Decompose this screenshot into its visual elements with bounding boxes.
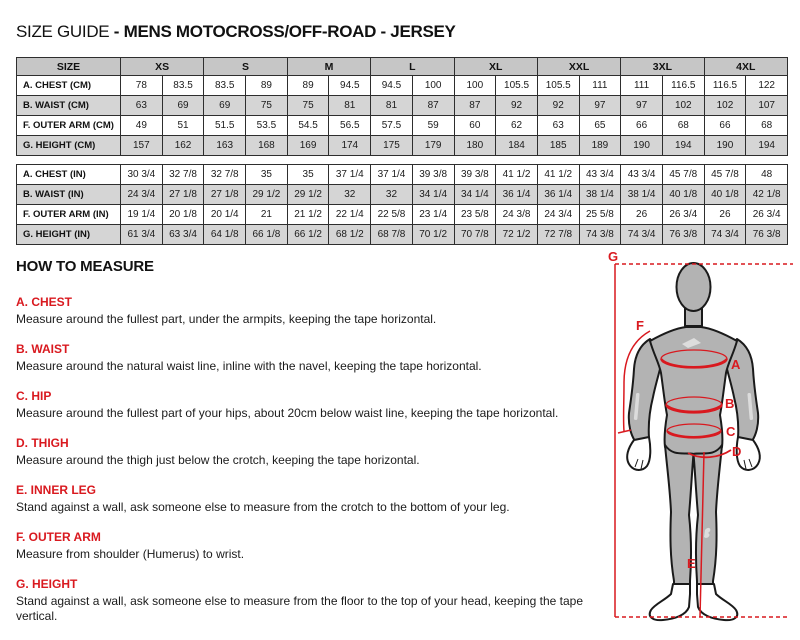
table-header-row [17,58,788,76]
table-cell: 94.5 [371,76,413,96]
letter-f: F [636,318,644,333]
size-header-l: L [371,58,454,76]
table-cell: 32 7/8 [204,165,246,185]
table-cell: 87 [454,96,496,116]
row-label: F. OUTER ARM (IN) [17,205,121,225]
head [677,263,711,311]
table-cell: 24 3/4 [537,205,579,225]
measure-section-label: D. THIGH [16,436,69,450]
table-cell: 51 [162,116,204,136]
letter-a: A [731,357,741,372]
table-cell: 102 [704,96,746,116]
size-header-xxl: XXL [537,58,620,76]
table-cell: 43 3/4 [579,165,621,185]
table-cell: 56.5 [329,116,371,136]
table-cell: 68 [662,116,704,136]
table-cell: 111 [579,76,621,96]
letter-g: G [608,249,619,264]
table-cell: 78 [121,76,163,96]
page-title [16,22,456,42]
table-cell: 23 1/4 [412,205,454,225]
table-cell: 65 [579,116,621,136]
table-cell: 66 [704,116,746,136]
table-cell: 26 [621,205,663,225]
table-cell: 116.5 [662,76,704,96]
table-cell: 34 1/4 [454,185,496,205]
table-cell: 54.5 [287,116,329,136]
table-cell: 62 [496,116,538,136]
table-cell: 51.5 [204,116,246,136]
table-cell: 89 [246,76,288,96]
table-cell: 29 1/2 [246,185,288,205]
table-cell: 25 5/8 [579,205,621,225]
table-cell: 53.5 [246,116,288,136]
table-cell: 76 3/8 [746,225,788,245]
table-cell: 105.5 [496,76,538,96]
measure-section-text: Measure around the natural waist line, inline with the navel, keeping the tape horizontal. [16,359,482,373]
table-cell: 75 [287,96,329,116]
table-cell: 30 3/4 [121,165,163,185]
size-table-cm [16,57,788,156]
table-cell: 21 1/2 [287,205,329,225]
table-cell: 66 1/8 [246,225,288,245]
table-cell: 190 [621,136,663,156]
table-cell: 32 7/8 [162,165,204,185]
table-cell: 36 1/4 [537,185,579,205]
letter-d: D [732,444,742,459]
measure-section-a [16,295,612,327]
table-cell: 70 1/2 [412,225,454,245]
table-cell: 194 [662,136,704,156]
table-cell: 48 [746,165,788,185]
size-column-header: SIZE [17,58,121,76]
table-cell: 157 [121,136,163,156]
table-cell: 41 1/2 [537,165,579,185]
table-cell: 41 1/2 [496,165,538,185]
table-cell: 75 [246,96,288,116]
table-row [17,116,788,136]
table-cell: 74 3/4 [621,225,663,245]
measure-section-text: Measure around the thigh just below the crotch, keeping the tape horizontal. [16,453,420,467]
table-cell: 35 [246,165,288,185]
table-cell: 168 [246,136,288,156]
measure-section-e [16,483,612,515]
table-cell: 97 [579,96,621,116]
size-header-m: M [287,58,370,76]
table-cell: 59 [412,116,454,136]
table-cell: 66 [621,116,663,136]
row-label: A. CHEST (IN) [17,165,121,185]
table-cell: 26 3/4 [746,205,788,225]
table-cell: 66 1/2 [287,225,329,245]
table-row [17,205,788,225]
how-to-measure-heading: HOW TO MEASURE [16,258,154,275]
table-cell: 32 [371,185,413,205]
measure-section-text: Stand against a wall, ask someone else to measure from the crotch to the bottom of your leg. [16,500,510,514]
table-cell: 42 1/8 [746,185,788,205]
measure-section-d [16,436,612,468]
table-cell: 100 [454,76,496,96]
table-row [17,96,788,116]
table-cell: 105.5 [537,76,579,96]
measure-section-label: E. INNER LEG [16,483,97,497]
table-cell: 32 [329,185,371,205]
table-cell: 19 1/4 [121,205,163,225]
how-to-measure [16,258,612,639]
table-cell: 72 1/2 [496,225,538,245]
table-cell: 97 [621,96,663,116]
table-cell: 100 [412,76,454,96]
table-cell: 24 3/4 [121,185,163,205]
measure-section-text: Measure around the fullest part of your hips, about 20cm below waist line, keeping the tape horizontal. [16,406,559,420]
table-cell: 72 7/8 [537,225,579,245]
table-cell: 29 1/2 [287,185,329,205]
table-cell: 68 1/2 [329,225,371,245]
torso [650,327,737,454]
table-cell: 49 [121,116,163,136]
table-cell: 74 3/4 [704,225,746,245]
table-cell: 24 3/8 [496,205,538,225]
table-row [17,76,788,96]
table-cell: 94.5 [329,76,371,96]
table-cell: 107 [746,96,788,116]
table-row [17,136,788,156]
letter-e: E [687,556,696,571]
measure-section-text: Stand against a wall, ask someone else to measure from the floor to the top of your head, keeping the tape vertical. [16,594,584,623]
left-hand [627,437,650,470]
table-cell: 22 1/4 [329,205,371,225]
page-title-prefix: SIZE GUIDE [16,22,110,41]
table-cell: 194 [746,136,788,156]
left-foot [650,584,690,620]
table-cell: 69 [204,96,246,116]
table-cell: 122 [746,76,788,96]
table-cell: 21 [246,205,288,225]
table-cell: 27 1/8 [162,185,204,205]
letter-b: B [725,396,735,411]
row-label: A. CHEST (CM) [17,76,121,96]
table-cell: 83.5 [204,76,246,96]
table-cell: 38 1/4 [579,185,621,205]
size-header-4xl: 4XL [704,58,787,76]
table-cell: 40 1/8 [662,185,704,205]
table-cell: 175 [371,136,413,156]
table-cell: 39 3/8 [412,165,454,185]
table-cell: 81 [329,96,371,116]
row-label: B. WAIST (IN) [17,185,121,205]
size-header-s: S [204,58,287,76]
table-cell: 184 [496,136,538,156]
table-cell: 45 7/8 [662,165,704,185]
table-cell: 22 5/8 [371,205,413,225]
table-cell: 37 1/4 [329,165,371,185]
size-header-xl: XL [454,58,537,76]
table-row [17,185,788,205]
measure-section-label: F. OUTER ARM [16,530,101,544]
table-cell: 74 3/8 [579,225,621,245]
table-cell: 68 [746,116,788,136]
table-cell: 68 7/8 [371,225,413,245]
table-cell: 20 1/4 [204,205,246,225]
table-cell: 26 [704,205,746,225]
size-header-xs: XS [121,58,204,76]
table-cell: 180 [454,136,496,156]
table-cell: 87 [412,96,454,116]
row-label: G. HEIGHT (IN) [17,225,121,245]
measure-sections [16,295,612,624]
table-cell: 179 [412,136,454,156]
row-label: B. WAIST (CM) [17,96,121,116]
table-row [17,225,788,245]
table-cell: 63 [121,96,163,116]
table-cell: 57.5 [371,116,413,136]
measure-section-label: A. CHEST [16,295,73,309]
measure-section-label: C. HIP [16,389,52,403]
table-cell: 81 [371,96,413,116]
table-cell: 26 3/4 [662,205,704,225]
body-figure [629,263,758,589]
table-cell: 163 [204,136,246,156]
table-cell: 40 1/8 [704,185,746,205]
table-cell: 39 3/8 [454,165,496,185]
table-cell: 63 3/4 [162,225,204,245]
table-cell: 102 [662,96,704,116]
measure-section-text: Measure around the fullest part, under the armpits, keeping the tape horizontal. [16,312,437,326]
size-diagram-svg [604,247,799,635]
measure-section-label: G. HEIGHT [16,577,78,591]
table-cell: 36 1/4 [496,185,538,205]
table-cell: 111 [621,76,663,96]
table-cell: 169 [287,136,329,156]
right-foot [697,584,737,620]
measure-section-text: Measure from shoulder (Humerus) to wrist. [16,547,245,561]
page-title-main: - MENS MOTOCROSS/OFF-ROAD - JERSEY [113,22,456,41]
table-cell: 43 3/4 [621,165,663,185]
letter-c: C [726,424,736,439]
table-cell: 60 [454,116,496,136]
table-cell: 38 1/4 [621,185,663,205]
table-cell: 162 [162,136,204,156]
table-cell: 64 1/8 [204,225,246,245]
table-cell: 69 [162,96,204,116]
measure-section-c [16,389,612,421]
size-header-3xl: 3XL [621,58,704,76]
table-cell: 45 7/8 [704,165,746,185]
table-cell: 20 1/8 [162,205,204,225]
table-cell: 116.5 [704,76,746,96]
table-cell: 70 7/8 [454,225,496,245]
measure-section-b [16,342,612,374]
table-cell: 27 1/8 [204,185,246,205]
measure-section-f [16,530,612,562]
table-cell: 23 5/8 [454,205,496,225]
table-cell: 190 [704,136,746,156]
body-diagram [604,247,799,635]
table-cell: 174 [329,136,371,156]
table-cell: 189 [579,136,621,156]
table-cell: 83.5 [162,76,204,96]
measure-section-label: B. WAIST [16,342,70,356]
row-label: F. OUTER ARM (CM) [17,116,121,136]
measure-section-g [16,577,612,624]
table-cell: 92 [537,96,579,116]
table-cell: 34 1/4 [412,185,454,205]
size-table-in [16,164,788,245]
table-cell: 185 [537,136,579,156]
table-row [17,165,788,185]
table-cell: 89 [287,76,329,96]
table-cell: 61 3/4 [121,225,163,245]
table-cell: 37 1/4 [371,165,413,185]
table-cell: 35 [287,165,329,185]
right-leg [694,445,723,589]
table-cell: 76 3/8 [662,225,704,245]
table-cell: 63 [537,116,579,136]
size-tables [16,57,788,245]
table-cell: 92 [496,96,538,116]
row-label: G. HEIGHT (CM) [17,136,121,156]
